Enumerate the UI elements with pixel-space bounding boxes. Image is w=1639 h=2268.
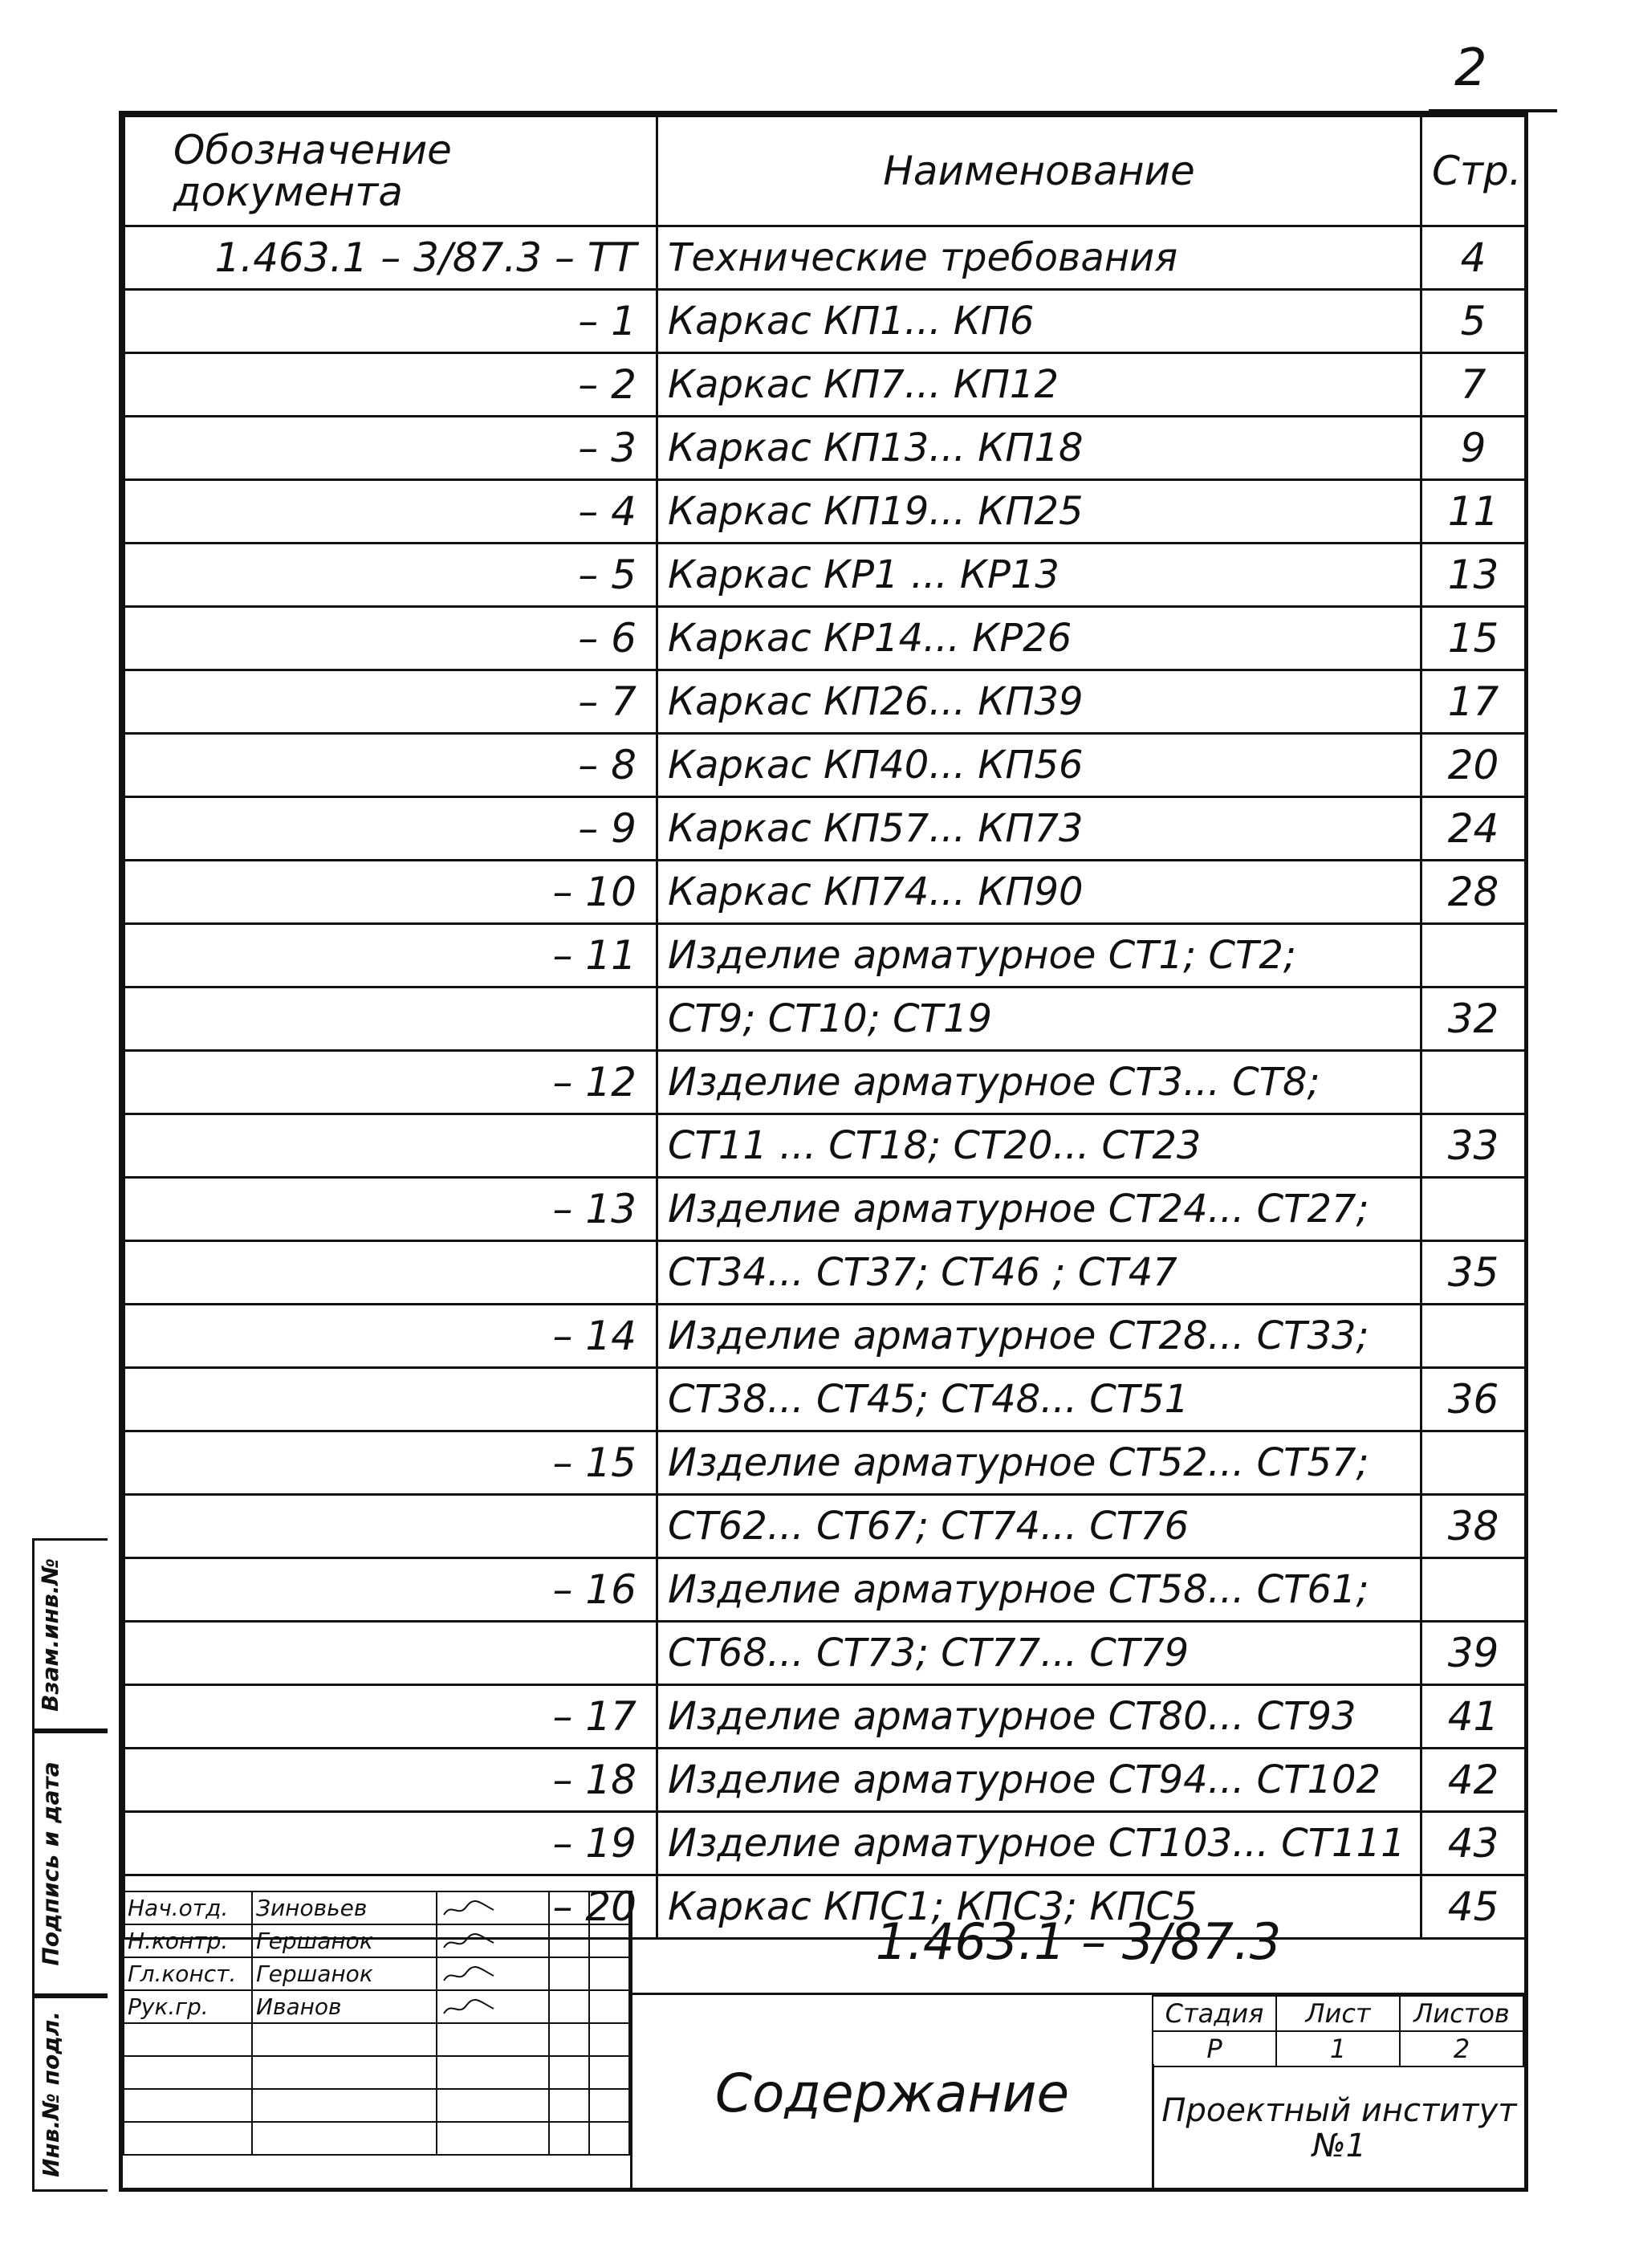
row-designation [124, 1622, 657, 1685]
row-name: Изделие арматурное СТ80... СТ93 [657, 1685, 1421, 1749]
contents-header-row [124, 116, 1526, 226]
row-name: Технические требования [657, 226, 1421, 290]
signature-mark [441, 1997, 497, 2018]
row-name: Каркас КП19... КП25 [657, 480, 1421, 544]
row-name: Изделие арматурное СТ3... СТ8; [657, 1051, 1421, 1114]
staff-row [124, 2089, 629, 2122]
header-name: Наименование [657, 116, 1421, 226]
contents-row [124, 1749, 1526, 1812]
row-designation: – 19 [124, 1812, 657, 1875]
staff-cell [549, 2056, 589, 2089]
row-page: 33 [1421, 1114, 1526, 1178]
staff-cell [252, 2122, 437, 2155]
row-designation: – 12 [124, 1051, 657, 1114]
contents-row [124, 480, 1526, 544]
signature-mark [441, 1899, 497, 1920]
row-page: 5 [1421, 290, 1526, 353]
organization-name: Проектный институт [1161, 2091, 1517, 2129]
row-page: 39 [1421, 1622, 1526, 1685]
contents-row [124, 924, 1526, 987]
staff-cell [549, 1957, 589, 1990]
contents-row [124, 861, 1526, 924]
staff-cell [549, 1990, 589, 2023]
row-designation [124, 1495, 657, 1558]
contents-sheet [119, 111, 1528, 2192]
staff-cell [549, 2023, 589, 2056]
row-designation: – 8 [124, 734, 657, 797]
staff-row [124, 1891, 629, 1924]
row-name: Каркас КП13... КП18 [657, 417, 1421, 480]
staff-cell [437, 2122, 549, 2155]
contents-row [124, 607, 1526, 670]
contents-table [123, 115, 1527, 1940]
staff-cell [589, 1990, 629, 2023]
side-label-replaced: Взам.инв.№ [37, 1557, 64, 1712]
row-designation: – 14 [124, 1305, 657, 1368]
row-page [1421, 924, 1526, 987]
contents-row [124, 1812, 1526, 1875]
staff-signature [437, 1957, 549, 1990]
staff-cell [589, 2122, 629, 2155]
staff-signature [437, 1990, 549, 2023]
row-designation [124, 1114, 657, 1178]
row-page: 35 [1421, 1241, 1526, 1305]
staff-name: Гершанок [252, 1957, 437, 1990]
row-page: 28 [1421, 861, 1526, 924]
contents-row [124, 290, 1526, 353]
row-name: Каркас КП57... КП73 [657, 797, 1421, 861]
row-page: 45 [1421, 1875, 1526, 1939]
organization [1152, 2064, 1524, 2192]
document-title: Содержание [630, 1995, 1152, 2192]
contents-row [124, 1495, 1526, 1558]
staff-row [124, 2023, 629, 2056]
row-page: 32 [1421, 987, 1526, 1051]
staff-row [124, 2122, 629, 2155]
contents-row [124, 1305, 1526, 1368]
staff-cell [124, 2023, 252, 2056]
row-name: Изделие арматурное СТ1; СТ2; [657, 924, 1421, 987]
row-page: 15 [1421, 607, 1526, 670]
row-name: Изделие арматурное СТ94... СТ102 [657, 1749, 1421, 1812]
sheet-header: Лист [1276, 1996, 1400, 2031]
contents-row [124, 1178, 1526, 1241]
sheets-header: Листов [1400, 1996, 1523, 2031]
row-page: 24 [1421, 797, 1526, 861]
staff-cell [252, 2089, 437, 2122]
row-name: Каркас КП1... КП6 [657, 290, 1421, 353]
sheets-value: 2 [1400, 2031, 1523, 2066]
row-page: 20 [1421, 734, 1526, 797]
staff-cell [437, 2023, 549, 2056]
row-name: Изделие арматурное СТ103... СТ111 [657, 1812, 1421, 1875]
row-page [1421, 1305, 1526, 1368]
row-page [1421, 1558, 1526, 1622]
row-designation: – 17 [124, 1685, 657, 1749]
contents-row [124, 987, 1526, 1051]
row-designation: – 10 [124, 861, 657, 924]
staff-role: Н.контр. [124, 1924, 252, 1957]
signature-mark [441, 1932, 497, 1952]
staff-role: Гл.конст. [124, 1957, 252, 1990]
row-designation: – 16 [124, 1558, 657, 1622]
side-label-signature: Подпись и дата [37, 1761, 64, 1966]
contents-row [124, 417, 1526, 480]
row-designation: – 1 [124, 290, 657, 353]
staff-signature [437, 1924, 549, 1957]
row-name: Каркас КР1 ... КР13 [657, 544, 1421, 607]
staff-cell [589, 1891, 629, 1924]
row-name: Каркас КП26... КП39 [657, 670, 1421, 734]
side-label-inventory: Инв.№ подл. [37, 2010, 64, 2177]
row-designation: – 3 [124, 417, 657, 480]
contents-row [124, 1114, 1526, 1178]
page-number: 2 [1454, 39, 1487, 98]
row-page: 41 [1421, 1685, 1526, 1749]
staff-cell [589, 1924, 629, 1957]
row-name: Каркас КП74... КП90 [657, 861, 1421, 924]
row-designation: – 11 [124, 924, 657, 987]
row-name: Изделие арматурное СТ24... СТ27; [657, 1178, 1421, 1241]
row-page: 17 [1421, 670, 1526, 734]
row-page: 11 [1421, 480, 1526, 544]
row-designation [124, 1368, 657, 1431]
contents-row [124, 1051, 1526, 1114]
side-stamp [32, 1538, 111, 2192]
row-name: Изделие арматурное СТ52... СТ57; [657, 1431, 1421, 1495]
staff-role: Нач.отд. [124, 1891, 252, 1924]
contents-row [124, 734, 1526, 797]
staff-name: Зиновьев [252, 1891, 437, 1924]
document-code: 1.463.1 – 3/87.3 [630, 1891, 1524, 1995]
contents-row [124, 670, 1526, 734]
header-designation: Обозначение документа [124, 116, 657, 226]
row-name: Изделие арматурное СТ28... СТ33; [657, 1305, 1421, 1368]
contents-row [124, 226, 1526, 290]
row-designation: – 18 [124, 1749, 657, 1812]
staff-row [124, 1957, 629, 1990]
staff-name: Иванов [252, 1990, 437, 2023]
signature-mark [441, 1965, 497, 1985]
row-name: Каркас КПС1; КПС3; КПС5 [657, 1875, 1421, 1939]
staff-cell [549, 2122, 589, 2155]
staff-cell [589, 2089, 629, 2122]
row-designation: – 13 [124, 1178, 657, 1241]
row-designation [124, 987, 657, 1051]
staff-cell [549, 2089, 589, 2122]
staff-cell [549, 1924, 589, 1957]
row-page: 9 [1421, 417, 1526, 480]
row-page [1421, 1431, 1526, 1495]
staff-cell [437, 2056, 549, 2089]
staff-name: Гершанок [252, 1924, 437, 1957]
row-name: СТ9; СТ10; СТ19 [657, 987, 1421, 1051]
staff-cell [549, 1891, 589, 1924]
row-name: СТ11 ... СТ18; СТ20... СТ23 [657, 1114, 1421, 1178]
row-name: СТ38... СТ45; СТ48... СТ51 [657, 1368, 1421, 1431]
staff-cell [124, 2122, 252, 2155]
contents-row [124, 1241, 1526, 1305]
row-designation: – 5 [124, 544, 657, 607]
row-page: 42 [1421, 1749, 1526, 1812]
row-page: 13 [1421, 544, 1526, 607]
stage-table [1152, 1995, 1524, 2067]
row-name: СТ34... СТ37; СТ46 ; СТ47 [657, 1241, 1421, 1305]
row-designation: – 6 [124, 607, 657, 670]
staff-role: Рук.гр. [124, 1990, 252, 2023]
header-page: Стр. [1421, 116, 1526, 226]
contents-row [124, 1431, 1526, 1495]
sheet-value: 1 [1276, 2031, 1400, 2066]
contents-row [124, 1368, 1526, 1431]
staff-row [124, 1990, 629, 2023]
row-name: Каркас КР14... КР26 [657, 607, 1421, 670]
row-designation: – 4 [124, 480, 657, 544]
staff-cell [437, 2089, 549, 2122]
row-designation: – 15 [124, 1431, 657, 1495]
row-page: 43 [1421, 1812, 1526, 1875]
row-name: Каркас КП40... КП56 [657, 734, 1421, 797]
row-page: 4 [1421, 226, 1526, 290]
row-page: 38 [1421, 1495, 1526, 1558]
staff-cell [252, 2056, 437, 2089]
stage-header: Стадия [1153, 1996, 1276, 2031]
row-designation [124, 1241, 657, 1305]
row-page [1421, 1051, 1526, 1114]
staff-cell [589, 1957, 629, 1990]
row-page: 7 [1421, 353, 1526, 417]
row-designation: – 20 [124, 1875, 657, 1939]
row-page [1421, 1178, 1526, 1241]
staff-cell [124, 2089, 252, 2122]
row-name: Изделие арматурное СТ58... СТ61; [657, 1558, 1421, 1622]
contents-row [124, 544, 1526, 607]
row-designation: – 7 [124, 670, 657, 734]
row-designation: – 9 [124, 797, 657, 861]
contents-row [124, 1622, 1526, 1685]
contents-row [124, 353, 1526, 417]
title-block [123, 1891, 1524, 2192]
staff-row [124, 1924, 629, 1957]
row-name: СТ68... СТ73; СТ77... СТ79 [657, 1622, 1421, 1685]
row-designation: – 2 [124, 353, 657, 417]
staff-table [123, 1891, 630, 2156]
staff-cell [589, 2056, 629, 2089]
row-page: 36 [1421, 1368, 1526, 1431]
contents-row [124, 1685, 1526, 1749]
contents-body [124, 226, 1526, 1939]
staff-signature [437, 1891, 549, 1924]
contents-row [124, 1558, 1526, 1622]
staff-cell [252, 2023, 437, 2056]
organization-number: №1 [1312, 2127, 1367, 2164]
row-name: СТ62... СТ67; СТ74... СТ76 [657, 1495, 1421, 1558]
staff-row [124, 2056, 629, 2089]
staff-cell [589, 2023, 629, 2056]
row-name: Каркас КП7... КП12 [657, 353, 1421, 417]
stage-value: Р [1153, 2031, 1276, 2066]
row-designation: 1.463.1 – 3/87.3 – ТТ [124, 226, 657, 290]
staff-cell [124, 2056, 252, 2089]
contents-row [124, 797, 1526, 861]
